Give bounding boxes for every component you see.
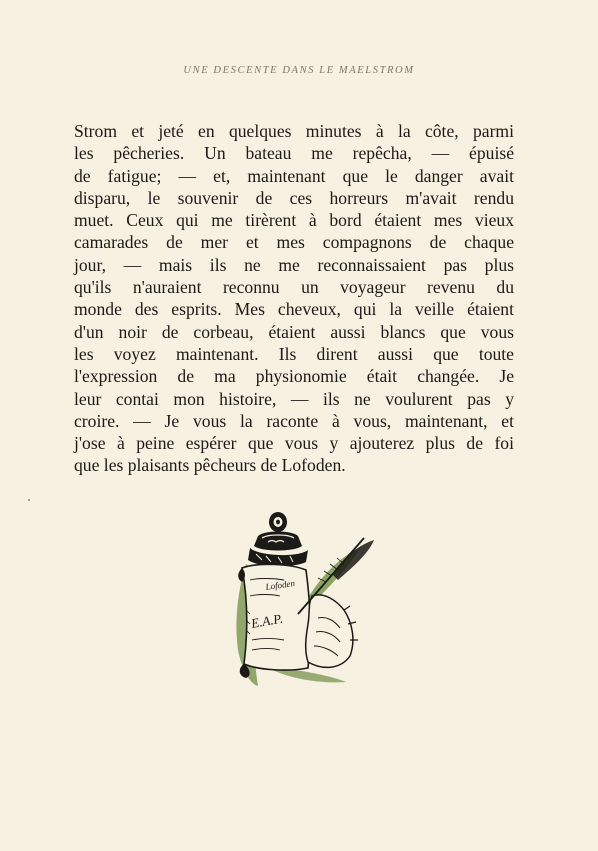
text-line: d'un noir de corbeau, étaient aussi blancs que vous — [74, 321, 514, 342]
text-line: jour, — mais ils ne me reconnaissaient pas plus — [74, 254, 514, 275]
text-line: croire. — Je vous la raconte à vous, maintenant, et — [74, 410, 514, 431]
tailpiece-vignette — [228, 500, 380, 692]
text-line: Strom et jeté en quelques minutes à la côte, parmi — [74, 121, 514, 141]
text-line: de fatigue; — et, maintenant que le danger avait — [74, 165, 514, 186]
text-line: l'expression de ma physionomie était changée. Je — [74, 366, 514, 387]
text-line: les voyez maintenant. Ils dirent aussi que toute — [74, 343, 514, 364]
text-line: camarades de mer et mes compagnons de chaque — [74, 232, 514, 253]
scroll-inscription-lofoden: Lofoden — [264, 577, 296, 592]
text-line: j'ose à peine espérer que vous y ajouterez plus de foi — [74, 433, 514, 454]
text-line: muet. Ceux qui me tirèrent à bord étaient mes vieux — [74, 210, 514, 231]
scroll-monogram: E.A.P. — [249, 610, 284, 631]
text-line: monde des esprits. Mes cheveux, qui la veille étaient — [74, 299, 514, 320]
text-line: les pêcheries. Un bateau me repêcha, — épuisé — [74, 143, 514, 164]
body-paragraph — [74, 120, 514, 477]
text-line: leur contai mon histoire, — ils ne voulurent pas y — [74, 388, 514, 409]
hand-with-quill-icon — [298, 538, 374, 667]
text-line-last: que les plaisants pêcheurs de Lofoden. — [74, 455, 346, 476]
inkwell-icon — [248, 512, 308, 566]
text-line: qu'ils n'auraient reconnu un voyageur revenu du — [74, 277, 514, 298]
running-head: UNE DESCENTE DANS LE MAELSTROM — [183, 65, 415, 76]
paper-speck — [28, 499, 30, 501]
text-line: disparu, le souvenir de ces horreurs m'avait rendu — [74, 187, 514, 208]
